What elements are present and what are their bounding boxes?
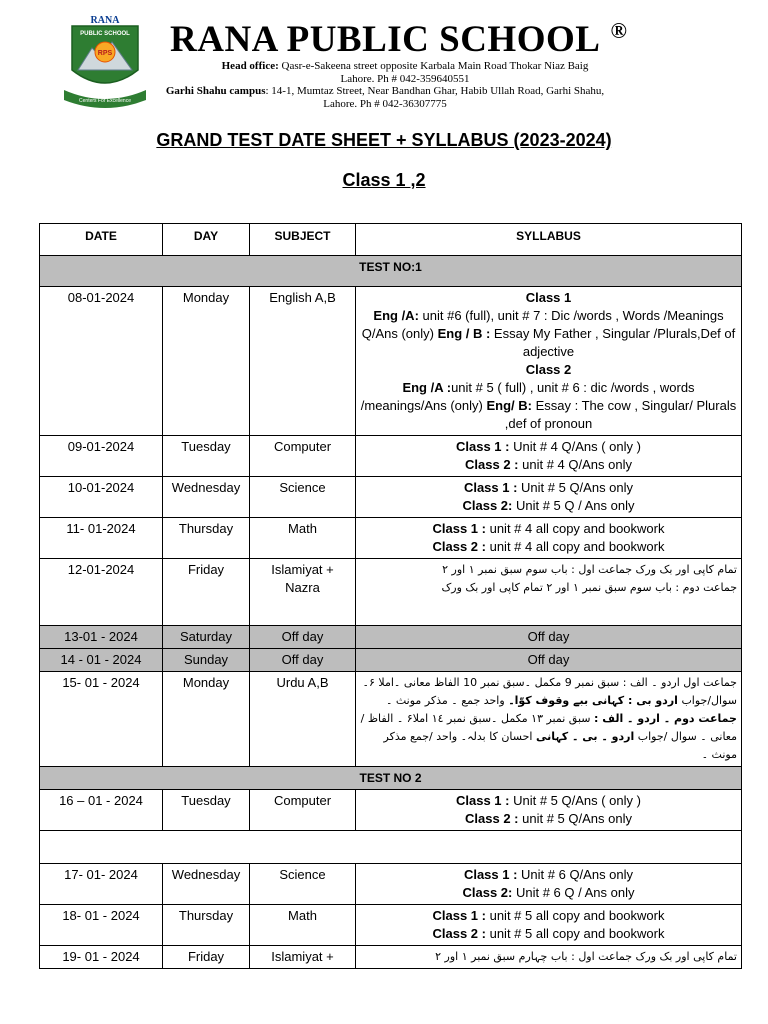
table-row-off-day [40, 649, 742, 672]
class-subtitle: Class 1 ,2 [342, 170, 426, 190]
table-row [40, 790, 742, 831]
header-subject: SUBJECT [250, 224, 356, 256]
table-row-off-day [40, 626, 742, 649]
subject-cell: English A,B [250, 287, 356, 436]
campus-address: Garhi Shahu campus: 14-1, Mumtaz Street, Near Bandhan Ghar, Habib Ullah Road, Garhi Shahu, Lahore. Ph # 042-36307775 [165, 85, 605, 110]
date-cell: 15- 01 - 2024 [40, 672, 163, 767]
day-cell: Monday [163, 672, 250, 767]
day-cell: Thursday [163, 518, 250, 559]
day-cell: Tuesday [163, 436, 250, 477]
header-day: DAY [163, 224, 250, 256]
syllabus-cell: Off day [356, 649, 742, 672]
day-cell: Monday [163, 287, 250, 436]
header-syllabus: SYLLABUS [356, 224, 742, 256]
date-sheet-table [39, 223, 742, 969]
syllabus-cell: Class 1 : unit # 4 all copy and bookwork Class 2 : unit # 4 all copy and bookwork [356, 518, 742, 559]
day-cell: Saturday [163, 626, 250, 649]
table-row [40, 559, 742, 626]
syllabus-cell: Off day [356, 626, 742, 649]
date-cell: 11- 01-2024 [40, 518, 163, 559]
date-cell: 12-01-2024 [40, 559, 163, 626]
syllabus-cell: Class 1 : Unit # 5 Q/Ans ( only ) Class 2 : unit # 5 Q/Ans only [356, 790, 742, 831]
school-logo [60, 12, 150, 110]
logo-text-top: RANA [90, 15, 120, 26]
subject-cell: Math [250, 905, 356, 946]
test2-section-row [40, 767, 742, 790]
test1-section-row [40, 256, 742, 287]
day-cell: Friday [163, 559, 250, 626]
table-row [40, 672, 742, 767]
syllabus-cell: Class 1 : unit # 5 all copy and bookwork Class 2 : unit # 5 all copy and bookwork [356, 905, 742, 946]
table-row [40, 477, 742, 518]
day-cell: Tuesday [163, 790, 250, 831]
letterhead [0, 0, 768, 120]
syllabus-cell: Class 1 : Unit # 5 Q/Ans only Class 2: Unit # 5 Q / Ans only [356, 477, 742, 518]
syllabus-cell: جماعت اول اردو ۔ الف : سبق نمبر 9 مکمل ۔سبق نمبر 10 الفاظ معانی ۔املا ۶۔سوال/جواب اردو بی : کہانی ببے وقوف کوّا۔ واحد جمع ۔ مذکر مونث ۔ جماعت دوم ۔ اردو ۔ الف : سبق نمبر ۱۳ مکمل ۔سبق نمبر ۱٤ املا۶ ۔ الفاظ /معانی ۔ سوال /جواب اردو ۔ بی ۔ کہانی احسان کا بدلہ۔ واحد /جمع مذکر مونث ۔ [356, 672, 742, 767]
subject-cell: Computer [250, 436, 356, 477]
test1-label: TEST NO:1 [40, 256, 742, 287]
date-cell: 08-01-2024 [40, 287, 163, 436]
subject-cell: Urdu A,B [250, 672, 356, 767]
date-cell: 14 - 01 - 2024 [40, 649, 163, 672]
document-title: GRAND TEST DATE SHEET + SYLLABUS (2023-2024) [156, 130, 612, 150]
date-cell: 19- 01 - 2024 [40, 946, 163, 969]
date-cell: 10-01-2024 [40, 477, 163, 518]
table-row [40, 905, 742, 946]
subject-cell: Computer [250, 790, 356, 831]
table-header-row [40, 224, 742, 256]
syllabus-cell: Class 1 : Unit # 6 Q/Ans only Class 2: Unit # 6 Q / Ans only [356, 864, 742, 905]
subject-cell: Off day [250, 649, 356, 672]
table-row [40, 864, 742, 905]
table-row [40, 946, 742, 969]
logo-text-sub: PUBLIC SCHOOL [80, 31, 130, 37]
head-office-address: Head office: Qasr-e-Sakeena street opposite Karbala Main Road Thokar Niaz Baig Lahore. Ph # 042-359640551 [221, 60, 589, 85]
subject-cell: Off day [250, 626, 356, 649]
subject-cell: Math [250, 518, 356, 559]
school-name: RANA PUBLIC SCHOOL ® [170, 18, 628, 60]
date-cell: 13-01 - 2024 [40, 626, 163, 649]
subject-cell: Science [250, 864, 356, 905]
day-cell: Sunday [163, 649, 250, 672]
date-cell: 18- 01 - 2024 [40, 905, 163, 946]
header-date: DATE [40, 224, 163, 256]
table-row [40, 287, 742, 436]
logo-badge: RPS [97, 50, 113, 57]
day-cell: Thursday [163, 905, 250, 946]
subject-cell: Science [250, 477, 356, 518]
syllabus-cell: تمام کاپی اور بک ورک جماعت اول : باب چہارم سبق نمبر ۱ اور ۲ [356, 946, 742, 969]
day-cell: Friday [163, 946, 250, 969]
registered-mark: ® [610, 18, 628, 43]
table-row [40, 436, 742, 477]
day-cell: Wednesday [163, 864, 250, 905]
syllabus-cell: Class 1 : Unit # 4 Q/Ans ( only ) Class 2 : unit # 4 Q/Ans only [356, 436, 742, 477]
table-row [40, 518, 742, 559]
date-cell: 17- 01- 2024 [40, 864, 163, 905]
syllabus-cell: تمام کاپی اور بک ورک جماعت اول : باب سوم سبق نمبر ۱ اور ۲ جماعت دوم : باب سوم سبق نمبر ۱ اور ۲ تمام کاپی اور بک ورک [356, 559, 742, 626]
subject-cell: Islamiyat + [250, 946, 356, 969]
logo-ribbon: Centers For Excellence [79, 98, 131, 104]
date-cell: 16 – 01 - 2024 [40, 790, 163, 831]
test2-label: TEST NO 2 [40, 767, 742, 790]
subject-cell: Islamiyat + Nazra [250, 559, 356, 626]
blank-row [40, 831, 742, 864]
day-cell: Wednesday [163, 477, 250, 518]
date-cell: 09-01-2024 [40, 436, 163, 477]
syllabus-cell: Class 1 Eng /A: unit #6 (full), unit # 7 : Dic /words , Words /Meanings Q/Ans (only) Eng / B : Essay My Father , Singular /Plurals,Def of adjective Class 2 Eng /A :unit # 5 ( full) , unit # 6 : dic /words , words /meanings/Ans (only) Eng/ B: Essay : The cow , Singular/ Plurals ,def of pronoun [356, 287, 742, 436]
